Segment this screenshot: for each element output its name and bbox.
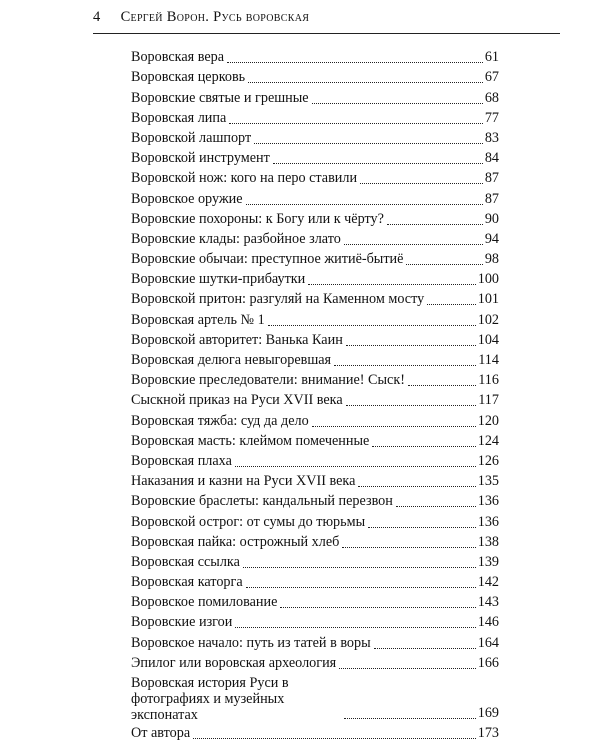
toc-entry-page: 100 (477, 271, 499, 288)
toc-entry-title: Воровское начало: путь из татей в воры (131, 634, 371, 651)
dot-leader (308, 284, 475, 285)
toc-entry-title: Сыскной приказ на Руси XVII века (131, 392, 343, 409)
toc-entry-title: Воровская делюга невыгоревшая (131, 352, 332, 368)
toc-entry-page: 169 (477, 704, 499, 721)
dot-leader (346, 405, 477, 406)
dot-leader (273, 163, 483, 164)
dot-leader (339, 668, 476, 669)
dot-leader (193, 738, 476, 739)
toc-entry-page: 77 (484, 109, 499, 126)
toc-entry-title: Наказания и казни на Руси XVII века (131, 473, 356, 490)
dot-leader (312, 103, 483, 104)
toc-entry-page: 104 (477, 331, 499, 348)
toc-entry-page: 87 (484, 170, 499, 187)
toc-entry-page: 83 (484, 129, 499, 146)
toc-entry-title: Воровские преследователи: внимание! Сыск! (131, 372, 405, 389)
toc-entry-title: Воровские изгои (131, 614, 233, 631)
toc-entry-title: Воровская пайка: острожный хлеб (131, 533, 340, 550)
toc-entry-title: Воровской острог: от сумы до тюрьмы (131, 513, 366, 530)
dot-leader (374, 648, 476, 649)
toc-entry-page: 87 (484, 190, 499, 207)
toc-entry (131, 653, 499, 673)
toc-entry-page: 143 (477, 594, 499, 611)
toc-entry-title: Воровские обычаи: преступное житиё-бытиё (131, 251, 404, 268)
toc-entry (131, 431, 499, 451)
page-number: 4 (93, 9, 101, 25)
dot-leader (368, 527, 476, 528)
toc-entry (131, 491, 499, 511)
toc-entry (131, 249, 499, 269)
toc-entry-title: Воровской лашпорт (131, 129, 252, 146)
toc-entry-page: 117 (478, 392, 499, 409)
toc-entry-title: Воровские святые и грешные (131, 89, 309, 106)
toc-entry-title: Воровская вера (131, 49, 225, 66)
toc-entry (131, 47, 499, 67)
toc-entry (131, 330, 499, 350)
toc-entry-title: Воровские похороны: к Богу или к чёрту? (131, 210, 384, 227)
toc-entry-page: 164 (477, 634, 499, 651)
dot-leader (358, 486, 475, 487)
toc-entry-title: Воровская церковь (131, 69, 246, 86)
toc-entry (131, 289, 499, 309)
toc-entry-title: Воровской авторитет: Ванька Каин (131, 331, 343, 348)
toc-entry-page: 102 (477, 311, 499, 328)
toc-entry (131, 511, 499, 531)
dot-leader (268, 325, 476, 326)
toc-entry (131, 471, 499, 491)
toc-entry (131, 269, 499, 289)
dot-leader (280, 607, 475, 608)
toc-entry (131, 572, 499, 592)
toc-entry-page: 101 (477, 291, 499, 308)
toc-entry-title: Эпилог или воровская археология (131, 654, 337, 671)
toc-entry-page: 67 (484, 69, 499, 86)
toc-entry (131, 148, 499, 168)
toc-entry-page: 114 (478, 352, 499, 368)
toc-entry (131, 209, 499, 229)
toc-entry (131, 723, 499, 743)
toc-entry-page: 98 (484, 251, 499, 268)
toc-entry-page: 84 (484, 150, 499, 167)
dot-leader (235, 466, 476, 467)
toc-entry-title: Воровская каторга (131, 574, 243, 591)
dot-leader (246, 587, 476, 588)
toc-entry (131, 552, 499, 572)
dot-leader (334, 365, 476, 366)
toc-entry (131, 532, 499, 552)
toc-entry-title: Воровская плаха (131, 452, 232, 469)
toc-entry (131, 370, 499, 390)
toc-entry-page: 139 (477, 553, 499, 570)
header-rule (93, 33, 560, 34)
dot-leader (254, 143, 483, 144)
toc-entry-title: Воровское помилование (131, 594, 278, 611)
running-title: Сергей Ворон. Русь воровская (120, 9, 310, 25)
table-of-contents (131, 47, 499, 743)
dot-leader (372, 446, 475, 447)
toc-entry-title: Воровская тяжба: суд да дело (131, 412, 309, 429)
toc-entry (131, 410, 499, 430)
toc-entry-page: 90 (484, 210, 499, 227)
toc-entry-page: 120 (477, 412, 499, 429)
toc-entry-page: 94 (484, 230, 499, 247)
toc-entry-page: 116 (478, 372, 499, 389)
toc-entry (131, 309, 499, 329)
dot-leader (344, 718, 476, 719)
dot-leader (360, 183, 483, 184)
toc-entry-page: 146 (477, 614, 499, 631)
dot-leader (427, 304, 476, 305)
toc-entry (131, 229, 499, 249)
dot-leader (235, 627, 475, 628)
toc-entry (131, 632, 499, 652)
toc-entry-title: Воровские шутки-прибаутки (131, 271, 306, 288)
toc-entry (131, 451, 499, 471)
dot-leader (248, 82, 483, 83)
toc-entry (131, 128, 499, 148)
toc-entry (131, 390, 499, 410)
dot-leader (346, 345, 476, 346)
toc-entry-page: 142 (477, 574, 499, 591)
toc-entry-page: 166 (477, 654, 499, 671)
toc-entry (131, 612, 499, 632)
toc-entry-page: 68 (484, 89, 499, 106)
toc-entry-page: 61 (484, 49, 499, 66)
toc-entry-page: 173 (477, 725, 499, 741)
toc-entry-title: Воровская история Руси в фотографиях и музейных экспонатах (131, 674, 289, 723)
toc-entry-title: Воровская ссылка (131, 553, 240, 570)
dot-leader (229, 123, 483, 124)
toc-entry-title: Воровской нож: кого на перо ставили (131, 170, 358, 187)
toc-entry-title: Воровская липа (131, 109, 227, 126)
dot-leader (408, 385, 476, 386)
toc-entry-page: 135 (477, 473, 499, 490)
toc-entry (131, 87, 499, 107)
toc-entry-page: 138 (477, 533, 499, 550)
toc-entry (131, 108, 499, 128)
dot-leader (406, 264, 482, 265)
toc-entry (131, 188, 499, 208)
toc-entry-title: Воровские клады: разбойное злато (131, 230, 341, 247)
toc-entry-page: 126 (477, 452, 499, 469)
dot-leader (396, 506, 476, 507)
dot-leader (344, 244, 483, 245)
toc-entry (131, 592, 499, 612)
running-header (93, 9, 309, 26)
dot-leader (243, 567, 476, 568)
toc-entry-page: 124 (477, 432, 499, 449)
toc-entry-title: Воровской притон: разгуляй на Каменном мосту (131, 291, 425, 308)
toc-entry-title: Воровская масть: клеймом помеченные (131, 432, 370, 449)
dot-leader (246, 204, 483, 205)
dot-leader (342, 547, 475, 548)
toc-entry (131, 168, 499, 188)
toc-entry (131, 350, 499, 370)
dot-leader (387, 224, 483, 225)
toc-entry (131, 675, 499, 723)
toc-entry-title: Воровское оружие (131, 190, 243, 207)
dot-leader (227, 62, 483, 63)
toc-entry (131, 67, 499, 87)
toc-entry-title: Воровской инструмент (131, 150, 270, 167)
toc-entry-title: От автора (131, 725, 191, 741)
toc-entry-page: 136 (477, 493, 499, 510)
toc-entry-page: 136 (477, 513, 499, 530)
dot-leader (312, 426, 476, 427)
toc-entry-title: Воровские браслеты: кандальный перезвон (131, 493, 393, 510)
toc-entry-title: Воровская артель № 1 (131, 311, 265, 328)
